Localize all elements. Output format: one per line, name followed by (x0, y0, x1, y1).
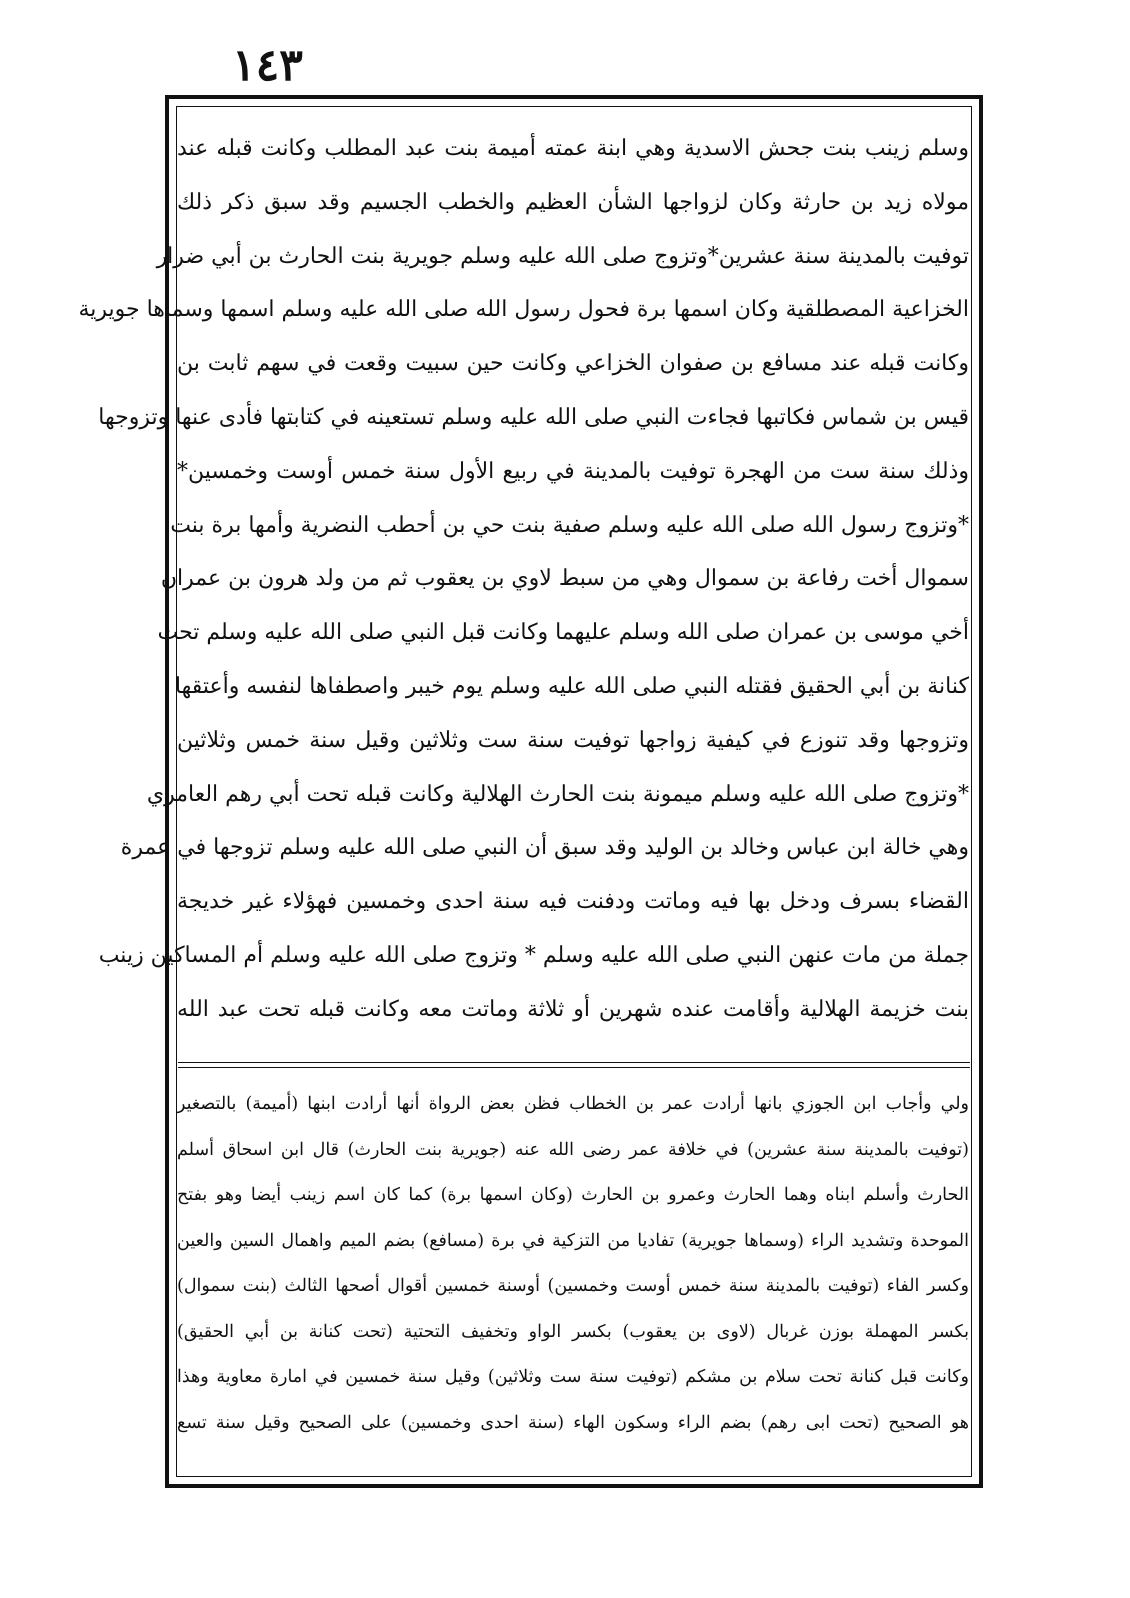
footnote-line: وكسر الفاء (توفيت بالمدينة سنة خمس أوست وخمسين) أوسنة خمسين أقوال أصحها الثالث (بنت سموال) (177, 1276, 969, 1296)
main-text-line: وذلك سنة ست من الهجرة توفيت بالمدينة في ربيع الأول سنة خمس أوست وخمسين* (177, 458, 969, 484)
main-text-line: القضاء بسرف ودخل بها فيه وماتت ودفنت فيه سنة احدى وخمسين فهؤلاء غير خديجة (177, 889, 969, 915)
main-text-line: بنت خزيمة الهلالية وأقامت عنده شهرين أو ثلاثة وماتت معه وكانت قبله تحت عبد الله (177, 996, 969, 1022)
footnotes-body (173, 1082, 973, 1446)
footnote-line: الحارث وأسلم ابناه وهما الحارث وعمرو بن الحارث (وكان اسمها برة) كما كان اسم زينب أيضا وهو بفتح (177, 1185, 969, 1205)
main-text-line: *وتزوج رسول الله صلى الله عليه وسلم صفية بنت حي بن أحطب النضرية وأمها برة بنت (170, 512, 969, 538)
footnote-line: بكسر المهملة بوزن غربال (لاوى بن يعقوب) بكسر الواو وتخفيف التحتية (تحت كنانة بن أبي الحقيق) (177, 1321, 969, 1342)
main-text-line: *وتزوج صلى الله عليه وسلم ميمونة بنت الحارث الهلالية وكانت قبله تحت أبي رهم العامري (146, 781, 969, 807)
footnote-line: ولي وأجاب ابن الجوزي بانها أرادت عمر بن الخطاب فظن بعض الرواة أنها أرادت ابنها (أميمة) بالتصغير (177, 1094, 969, 1114)
main-text-line: الخزاعية المصطلقية وكان اسمها برة فحول رسول الله صلى الله عليه وسلم اسمها وسماها جويرية (78, 297, 969, 323)
main-text-line: كنانة بن أبي الحقيق فقتله النبي صلى الله عليه وسلم يوم خيبر واصطفاها لنفسه وأعتقها (174, 673, 969, 699)
main-text-line: مولاه زيد بن حارثة وكان لزواجها الشأن العظيم والخطب الجسيم وقد سبق ذكر ذلك (177, 189, 969, 215)
footnote-line: (توفيت بالمدينة سنة عشرين) في خلافة عمر رضى الله عنه (جويرية بنت الحارث) قال ابن اسحاق أسلم (177, 1139, 969, 1160)
page-number: ١٤٣ (232, 40, 303, 91)
footnote-line: هو الصحيح (تحت ابى رهم) بضم الراء وسكون الهاء (سنة احدى وخمسين) على الصحيح وقيل سنة تسع (177, 1412, 969, 1433)
main-text-line: جملة من مات عنهن النبي صلى الله عليه وسلم * وتزوج صلى الله عليه وسلم أم المساكين زينب (98, 942, 969, 968)
main-text-line: أخي موسى بن عمران صلى الله وسلم عليهما وكانت قبل النبي صلى الله عليه وسلم تحت (157, 620, 969, 646)
main-text-line: سموال أخت رفاعة بن سموال وهي من سبط لاوي بن يعقوب ثم من ولد هرون بن عمران (160, 566, 969, 592)
main-text-line: وسلم زينب بنت جحش الاسدية وهي ابنة عمته أميمة بنت عبد المطلب وكانت قبله عند (177, 136, 969, 161)
footnote-line: الموحدة وتشديد الراء (وسماها جويرية) تفاديا من التزكية في برة (مسافع) بضم الميم واهمال السين والعين (177, 1230, 969, 1251)
footnote-separator-inner (178, 1067, 970, 1068)
main-text-line: وهي خالة ابن عباس وخالد بن الوليد وقد سبق أن النبي صلى الله عليه وسلم تزوجها في عمرة (120, 835, 969, 861)
main-text-line: وكانت قبله عند مسافع بن صفوان الخزاعي وكانت حين سبيت وقعت في سهم ثابت بن (177, 351, 969, 377)
footnote-line: وكانت قبل كنانة تحت سلام بن مشكم (توفيت سنة ست وثلاثين) وقيل سنة خمسين في امارة معاوية وهذا (177, 1367, 969, 1387)
footnote-separator (178, 1062, 970, 1063)
main-text-line: قيس بن شماس فكاتبها فجاءت النبي صلى الله عليه وسلم تستعينه في كتابتها فأدى عنها وتزوجها (98, 404, 969, 430)
main-text-line: توفيت بالمدينة سنة عشرين*وتزوج صلى الله عليه وسلم جويرية بنت الحارث بن أبي ضرار (156, 243, 969, 269)
main-text-body (78, 122, 973, 1037)
main-text-line: وتزوجها وقد تنوزع في كيفية زواجها توفيت سنة ست وثلاثين وقيل سنة خمس وثلاثين (177, 727, 969, 753)
